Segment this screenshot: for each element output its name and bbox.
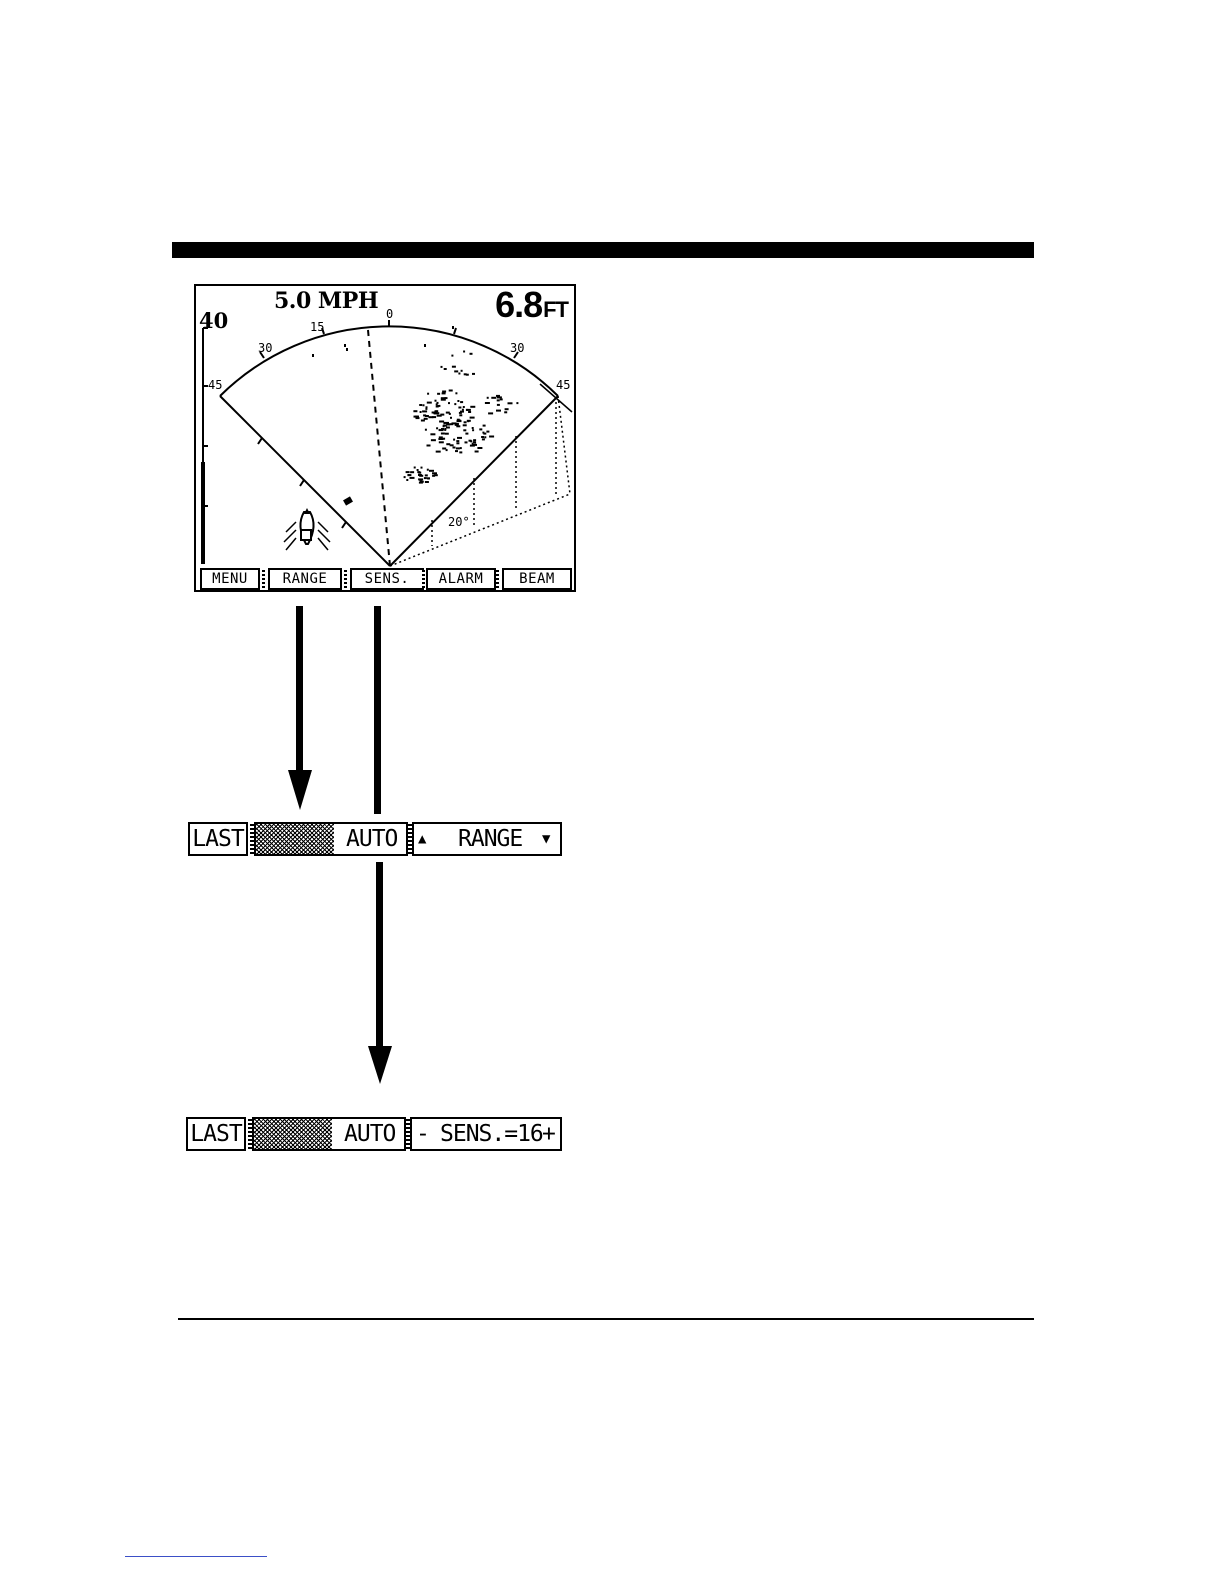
echo-dot [484,436,486,438]
echo-dot [407,474,411,476]
echo-dot [454,370,458,372]
echo-dot [424,344,426,347]
range-label: RANGE [458,826,523,852]
echo-dot [420,474,422,476]
echo-dot [424,477,427,479]
echo-dot [427,469,429,471]
echo-dot [441,433,445,435]
echo-dot [449,390,453,392]
last-button[interactable]: LAST [188,822,248,856]
auto-label: AUTO [344,1121,396,1147]
echo-dot [439,421,444,423]
echo-dot [505,408,509,410]
scale-label-30-right: 30 [510,341,525,355]
menu-softkey[interactable]: MENU [200,568,260,590]
echo-dot [443,425,445,427]
range-arrow-head-icon [288,770,312,810]
echo-dot [491,397,496,399]
echo-dot [440,414,444,416]
echo-dot [470,445,475,447]
echo-dot [429,470,434,472]
echo-dot [448,402,450,404]
echo-dot [425,408,427,410]
echo-dot [414,467,416,469]
echo-dot [419,404,422,406]
echo-dot [441,428,444,430]
echo-dot [508,402,513,404]
scan-arc [220,326,558,396]
echo-dot [477,447,482,449]
echo-dot [406,479,408,481]
scale-label-45-right: 45 [556,378,571,392]
echo-dot [453,447,456,449]
auto-range-box[interactable] [254,822,408,856]
echo-dot [436,406,439,408]
auto-sens-box[interactable] [252,1117,406,1151]
echo-dot [456,447,460,449]
echo-dot [464,373,467,375]
echo-dot [465,441,468,443]
bottom-rule [178,1318,1034,1320]
echo-dot [441,366,443,368]
echo-dot [470,406,475,408]
echo-dot [434,412,439,414]
echo-dot [467,420,469,422]
echo-dot [444,429,446,431]
echo-dot [481,436,484,438]
right-beam-edge [390,396,558,566]
depth-value: 6.8 [495,284,543,325]
echo-dot [455,450,458,452]
echo-dot [485,402,490,404]
scale-label-45-left: 45 [208,378,223,392]
top-rule [172,242,1034,258]
echo-dot [482,432,484,434]
echo-dot [404,476,406,478]
range-readout: 40 [199,308,229,333]
echo-dot [432,416,436,418]
range-stepper[interactable] [412,822,562,856]
echo-dot [425,429,427,431]
echo-dot [427,478,429,480]
sens-value-label: SENS.=16 [440,1121,543,1147]
echo-dot [461,370,463,372]
sens-plus-button[interactable]: + [542,1121,555,1147]
boat-icon [284,508,330,550]
echo-dot [455,423,459,425]
echo-dot [442,392,446,394]
depth-unit: FT [543,297,568,322]
echo-dot [468,411,471,413]
echo-dot [450,444,454,446]
echo-dot [464,421,467,423]
echo-dot [443,422,445,424]
echo-dot [427,402,432,404]
softkey-bar [200,568,572,588]
echo-dot [344,344,346,347]
echo-dot [474,442,476,444]
echo-dot [449,413,451,415]
echo-dot [460,411,464,413]
echo-dot [486,431,489,433]
echo-dot [420,481,424,483]
echo-dot [497,399,500,401]
echo-dot [488,412,493,414]
echo-dot [472,373,475,375]
echo-dot [346,348,348,351]
echo-dot [406,471,410,473]
echo-dot [504,411,507,413]
echo-dot [459,451,462,453]
sens-arrow-shaft-top [374,606,381,814]
beam-angle-label: 20° [448,515,470,529]
echo-dot [430,433,435,435]
echo-dot [417,469,419,471]
echo-dot [410,471,414,473]
echo-dot [463,351,465,353]
alarm-softkey[interactable]: ALARM [426,568,496,590]
echo-dot [475,451,479,453]
echo-dot [487,397,489,399]
sens-arrow-shaft-bottom [376,862,383,1048]
echo-dot [437,402,439,404]
depth-readout [495,284,568,326]
echo-dot [434,474,438,476]
range-level-pattern [256,824,334,854]
sens-minus-button[interactable]: - [416,1121,429,1147]
last-button[interactable]: LAST [186,1117,246,1151]
echo-dot [446,449,448,451]
echo-dot [418,472,421,474]
echo-dot [472,427,474,429]
center-heading-line [368,330,390,566]
echo-dot [441,397,446,399]
echo-dot [427,393,429,395]
echo-dot [451,355,453,357]
echo-dot [439,429,441,431]
echo-dot [483,425,486,427]
echo-dot [432,472,437,474]
echo-dot [457,437,462,439]
echo-dot [457,400,459,402]
speed-readout: 5.0 MPH [274,288,379,314]
sonar-screen [194,284,576,592]
auto-label: AUTO [346,826,398,852]
range-adjust-bar [188,822,562,856]
echo-dot [472,429,474,431]
sens-softkey[interactable]: SENS. [350,568,424,590]
echo-dot [436,451,441,453]
echo-dot [445,433,449,435]
echo-dot [458,373,460,375]
echo-dot [434,410,437,412]
sens-arrow-head-icon [368,1046,392,1084]
echo-dot [460,447,462,449]
echo-dot [439,441,444,443]
echo-dot [462,409,464,411]
echo-dot [479,428,482,430]
echo-dot [466,409,468,411]
range-arrow-shaft [296,606,303,774]
echo-dot [516,402,518,404]
sonar-echoes [312,326,518,484]
echo-dot [424,418,428,420]
echo-dot [470,417,475,419]
echo-dot [496,410,501,412]
footer-link-underline [125,1556,267,1557]
sens-stepper[interactable] [410,1117,562,1151]
echo-dot [425,415,429,417]
echo-dot [446,427,450,429]
echo-dot [463,424,467,426]
echo-dot [420,411,422,413]
echo-dot [473,439,476,441]
echo-dot [459,414,462,416]
echo-dot [457,419,460,421]
sens-adjust-bar [186,1117,562,1151]
echo-dot [423,404,425,406]
scale-label-30-left: 30 [258,341,273,355]
echo-dot [427,445,431,447]
echo-dot [444,368,447,370]
echo-dot [482,438,485,440]
echo-dot [458,407,461,409]
echo-dot [435,400,437,402]
echo-dot [456,442,459,444]
echo-dot [470,353,473,355]
scale-label-15: 15 [310,320,325,334]
echo-dot [413,410,417,412]
echo-dot [436,427,438,429]
echo-dot [455,392,457,394]
range-down-icon[interactable]: ▼ [542,831,550,847]
echo-dot [460,401,463,403]
echo-dot [422,410,427,412]
range-up-icon[interactable]: ▲ [418,831,426,847]
echo-dot [418,478,423,480]
sens-level-pattern [254,1119,332,1149]
echo-dot [463,429,466,431]
echo-dot [425,474,428,476]
echo-dot [500,398,503,400]
echo-dot [437,393,440,395]
echo-dot [416,417,420,419]
echo-dot [453,439,455,441]
echo-dot [410,477,415,479]
echo-dot [452,326,454,329]
echo-dot [463,406,465,408]
echo-dot [431,439,436,441]
scale-label-0: 0 [386,307,394,321]
echo-dot [489,436,494,438]
sonar-graphics [196,286,574,590]
echo-dot [421,467,423,469]
range-softkey[interactable]: RANGE [268,568,342,590]
echo-dot [450,417,452,419]
echo-dot [452,366,456,368]
beam-softkey[interactable]: BEAM [502,568,572,590]
fish-target-icon [343,496,353,505]
echo-dot [312,354,314,357]
echo-dot [438,438,443,440]
echo-dot [456,440,459,442]
echo-dot [497,404,500,406]
echo-dot [472,443,474,445]
echo-dot [454,403,456,405]
echo-dot [425,481,429,483]
echo-dot [465,433,468,435]
echo-dot [496,395,500,397]
echo-dot [442,391,446,393]
echo-dot [470,440,472,442]
